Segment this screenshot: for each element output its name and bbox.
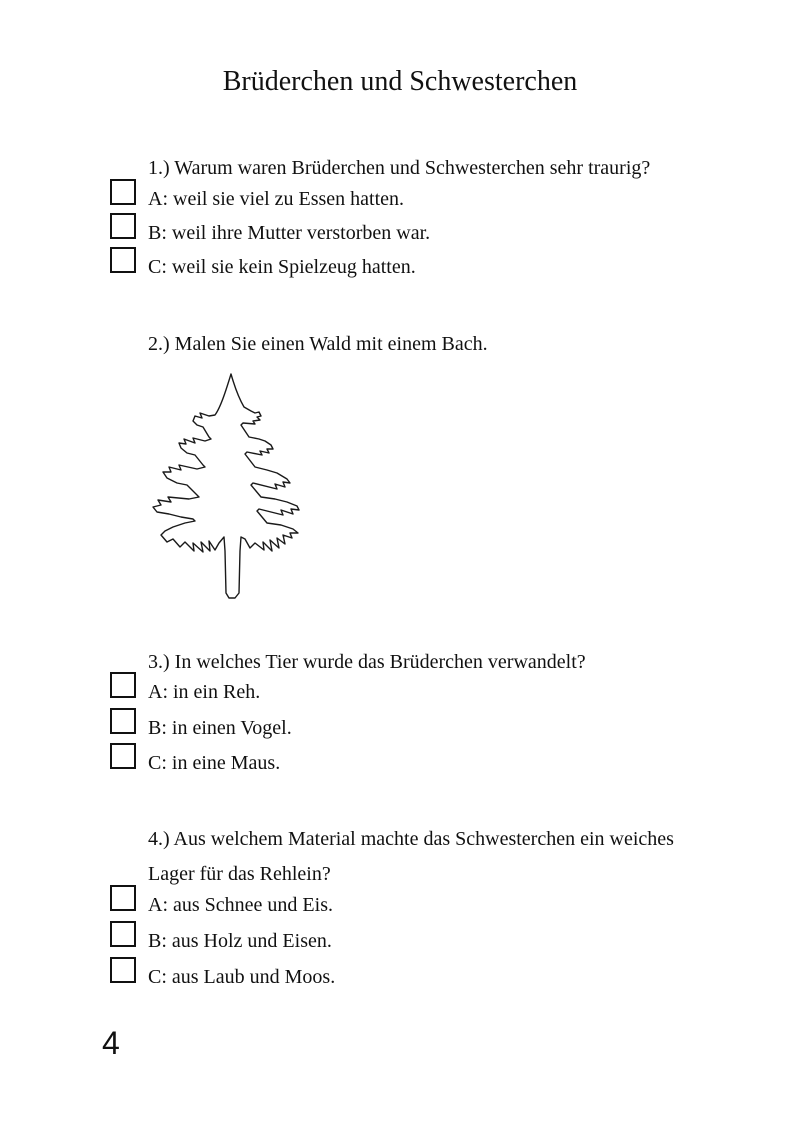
question-2-text: 2.) Malen Sie einen Wald mit einem Bach.	[148, 333, 488, 355]
question-3-option-a-checkbox[interactable]	[110, 672, 136, 698]
question-4-option-b-checkbox[interactable]	[110, 921, 136, 947]
page-number: 4	[102, 1025, 120, 1061]
question-1-option-a-checkbox[interactable]	[110, 179, 136, 205]
question-3-option-a-label: A: in ein Reh.	[148, 681, 261, 703]
question-1-option-c	[110, 247, 416, 280]
page-title: Brüderchen und Schwesterchen	[222, 66, 578, 97]
question-3-option-c	[110, 743, 280, 776]
pine-tree-illustration	[147, 371, 321, 601]
question-1-option-c-label: C: weil sie kein Spielzeug hatten.	[148, 256, 416, 278]
question-1-option-a	[110, 179, 404, 212]
question-4-option-c-label: C: aus Laub und Moos.	[148, 966, 336, 988]
question-3-option-b-checkbox[interactable]	[110, 708, 136, 734]
question-1-option-b	[110, 213, 430, 246]
question-4-option-a-label: A: aus Schnee und Eis.	[148, 894, 333, 916]
question-1-text: 1.) Warum waren Brüderchen und Schwesterchen sehr traurig?	[148, 157, 651, 179]
question-1-option-b-label: B: weil ihre Mutter verstorben war.	[148, 222, 431, 244]
question-1-option-c-checkbox[interactable]	[110, 247, 136, 273]
pine-tree-outline	[153, 374, 299, 598]
question-4-option-c-checkbox[interactable]	[110, 957, 136, 983]
question-3-option-b-label: B: in einen Vogel.	[148, 717, 292, 739]
question-4-option-b-label: B: aus Holz und Eisen.	[148, 930, 332, 952]
question-4-text-line1: 4.) Aus welchem Material machte das Schwesterchen ein weiches	[148, 828, 674, 850]
question-3-option-c-checkbox[interactable]	[110, 743, 136, 769]
question-3-option-a	[110, 672, 260, 705]
question-1-option-b-checkbox[interactable]	[110, 213, 136, 239]
question-3-option-b	[110, 708, 292, 741]
question-1-option-a-label: A: weil sie viel zu Essen hatten.	[148, 188, 405, 210]
question-4-text-line2: Lager für das Rehlein?	[148, 863, 331, 885]
question-4-option-a-checkbox[interactable]	[110, 885, 136, 911]
question-4-option-a	[110, 885, 333, 918]
question-3-text: 3.) In welches Tier wurde das Brüderchen verwandelt?	[148, 651, 586, 673]
question-3-option-c-label: C: in eine Maus.	[148, 752, 281, 774]
question-4-option-b	[110, 921, 332, 954]
question-4-option-c	[110, 957, 335, 990]
